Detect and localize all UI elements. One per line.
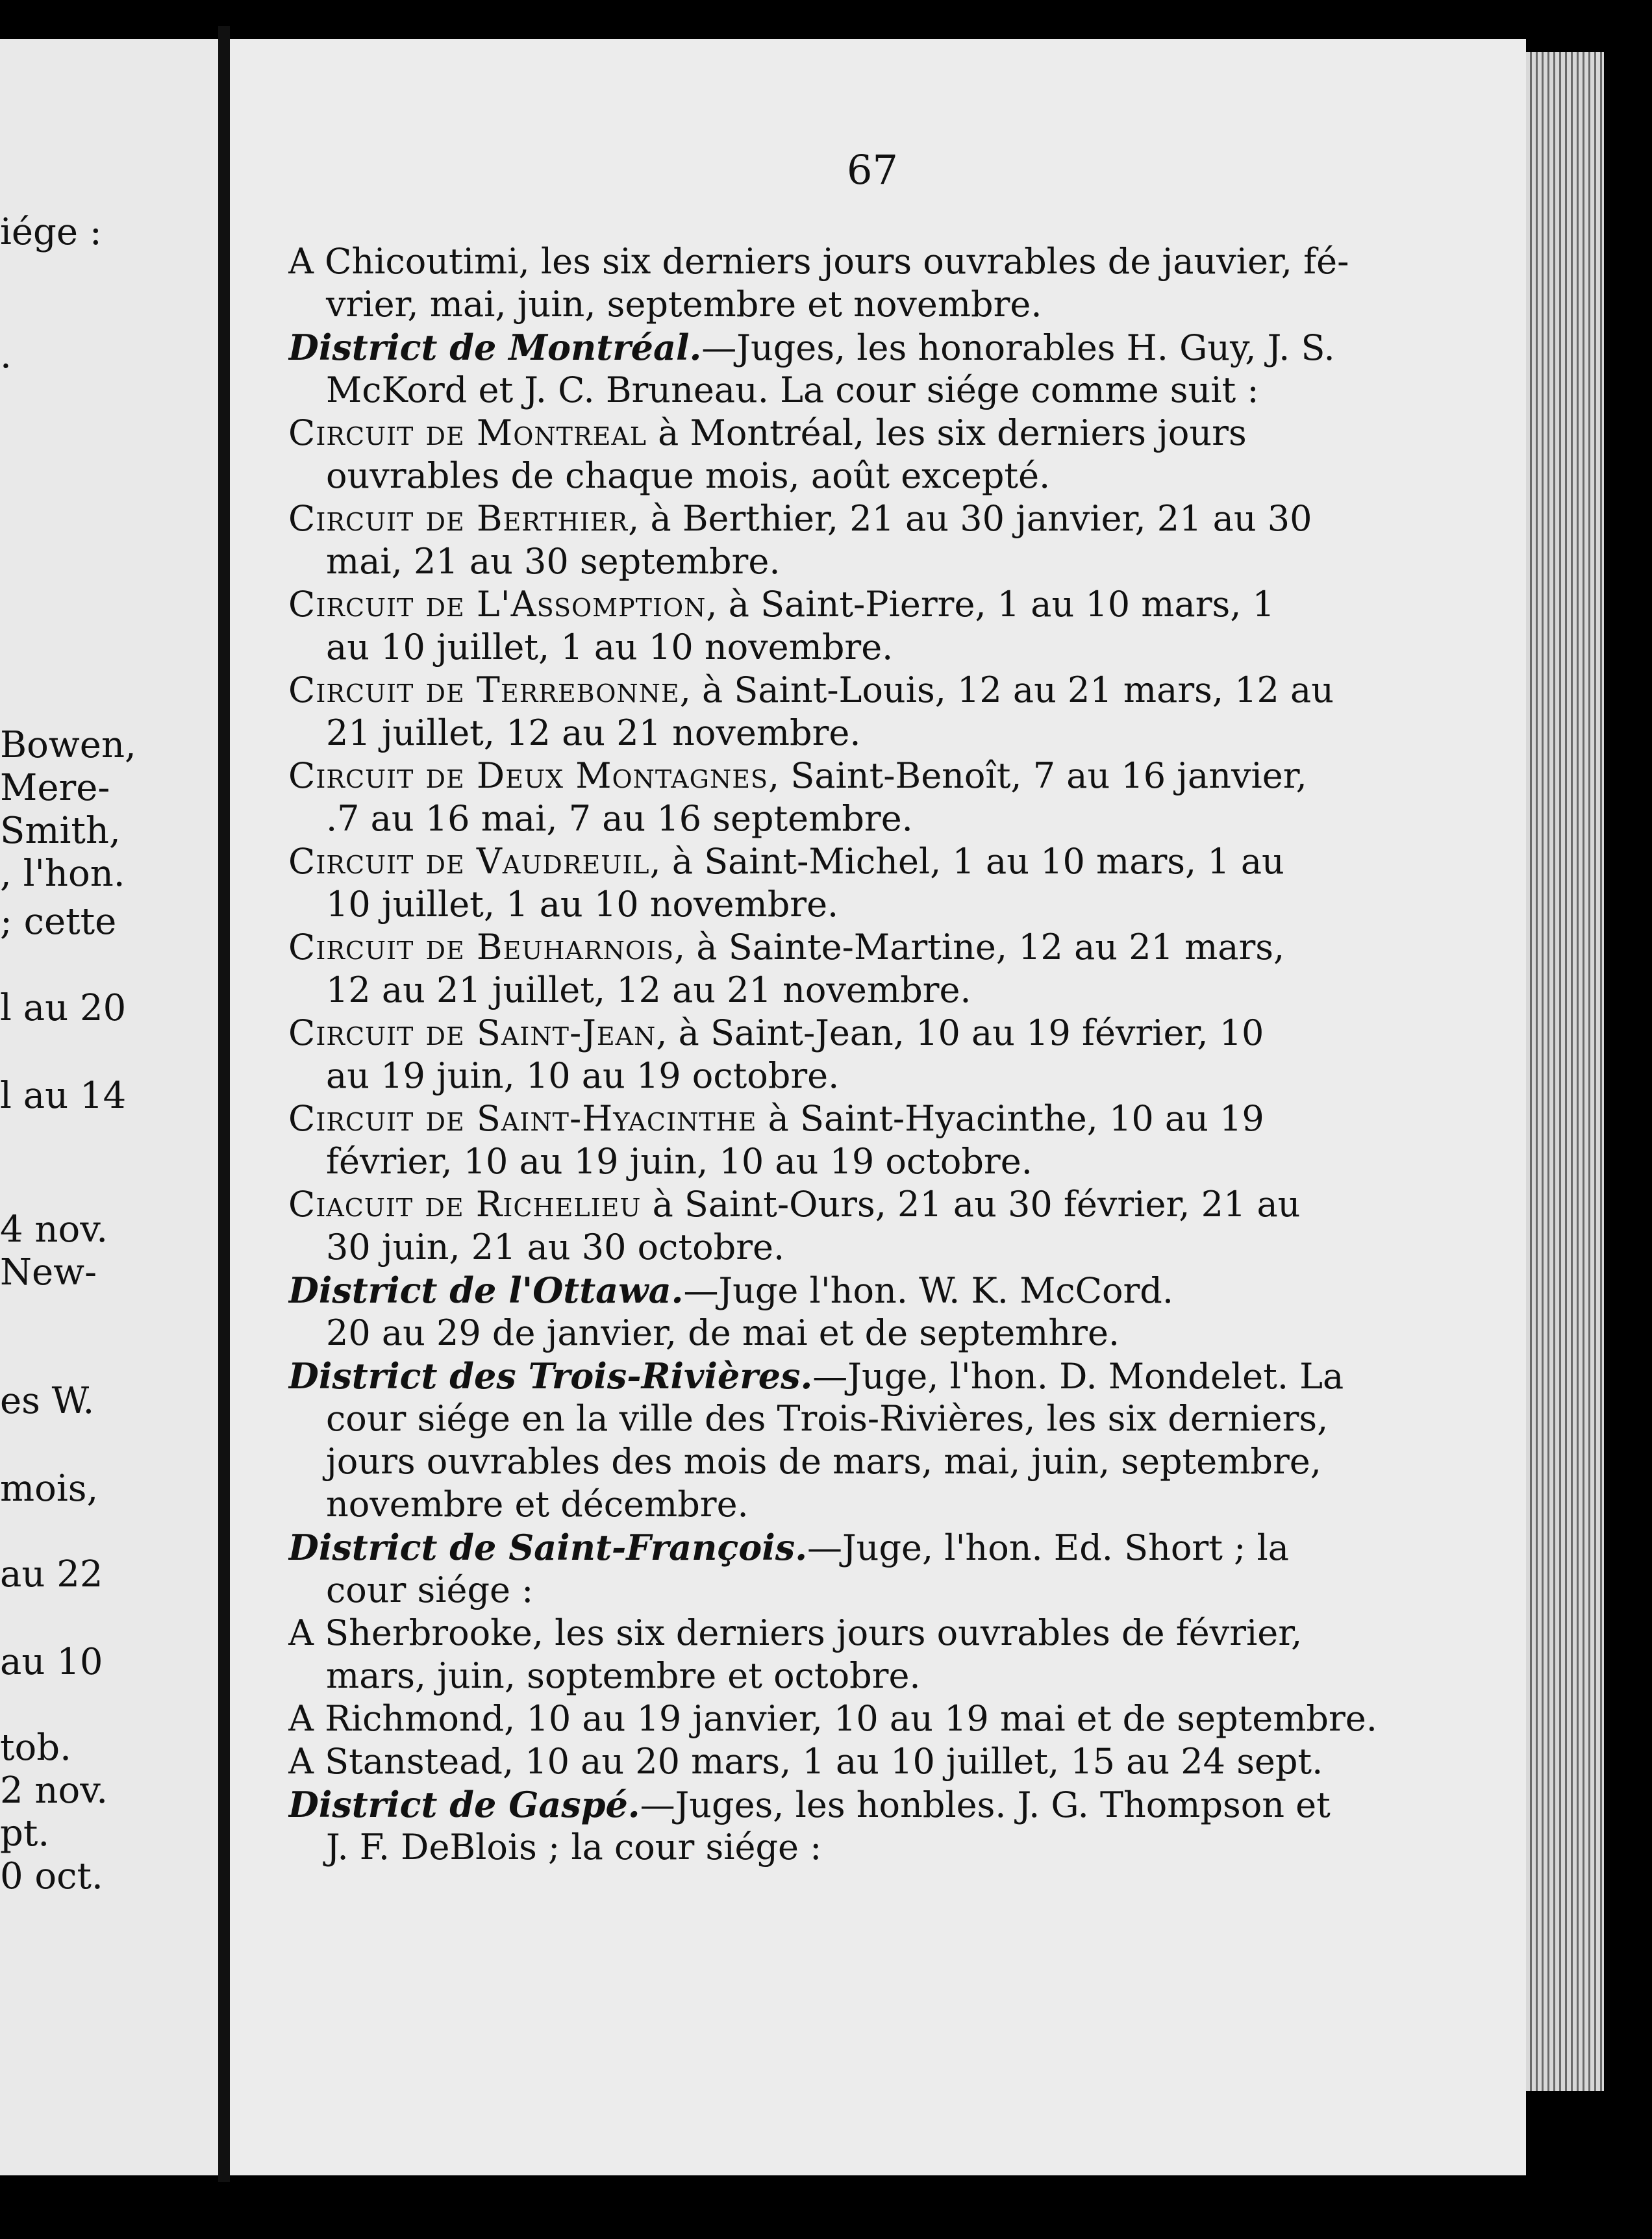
circuit-name: Circuit de Saint-Hyacinthe [288,1098,757,1139]
circuit-name: Circuit de Berthier [288,498,629,539]
text-segment: A Stanstead, 10 au 20 mars, 1 au 10 juillet, 15 au 24 sept. [288,1741,1323,1782]
text-segment: J. F. DeBlois ; la cour siége : [326,1827,822,1868]
text-line [288,1226,1509,1269]
text-line [288,540,1509,583]
facing-page-fragment: tob. [0,1727,71,1769]
text-line [288,926,1509,969]
text-line [288,283,1509,326]
facing-page-fragment: ; cette [0,901,117,943]
text-line [288,497,1509,540]
text-segment: à Saint-Hyacinthe, 10 au 19 [757,1098,1264,1139]
text-segment: —Juges, les honorables H. Guy, J. S. [701,327,1335,368]
text-segment: —Juges, les honbles. J. G. Thompson et [640,1784,1331,1825]
text-line [288,1012,1509,1055]
text-segment: McKord et J. C. Bruneau. La cour siége comme suit : [326,369,1259,410]
page-gutter [218,26,230,2182]
text-segment: , à Berthier, 21 au 30 janvier, 21 au 30 [628,498,1312,539]
facing-page-fragment: Bowen, [0,724,136,766]
text-line [288,1312,1509,1355]
text-line [288,583,1509,626]
circuit-name: Circuit de Beuharnois [288,927,675,968]
text-segment: , à Saint-Michel, 1 au 10 mars, 1 au [649,841,1284,882]
text-line [288,240,1509,283]
district-heading: District de l'Ottawa. [288,1270,684,1311]
text-line [288,1740,1509,1783]
facing-page-fragment: 2 nov. [0,1770,108,1812]
district-heading: District de Montréal. [288,327,702,368]
district-heading: District de Gaspé. [288,1784,640,1825]
text-segment: A Richmond, 10 au 19 janvier, 10 au 19 mai et de septembre. [288,1698,1377,1739]
text-line [288,1097,1509,1140]
text-line [288,1783,1509,1826]
text-segment: au 19 juin, 10 au 19 octobre. [326,1055,840,1096]
text-line [288,1697,1509,1740]
text-line [288,1140,1509,1183]
page-body [288,240,1509,1869]
circuit-name: Circuit de Montreal [288,412,647,453]
facing-page-fragment: 0 oct. [0,1855,103,1897]
text-line [288,1655,1509,1697]
text-segment: , à Saint-Jean, 10 au 19 février, 10 [656,1012,1264,1053]
text-segment: A Sherbrooke, les six derniers jours ouvrables de février, [288,1612,1303,1653]
text-segment: jours ouvrables des mois de mars, mai, juin, septembre, [326,1441,1321,1482]
text-line [288,1526,1509,1569]
district-heading: District de Saint-François. [288,1527,808,1568]
text-line [288,369,1509,412]
text-line [288,755,1509,797]
text-segment: mars, juin, soptembre et octobre. [326,1655,921,1696]
facing-page-fragment: au 22 [0,1553,103,1595]
facing-page-fragment: . [0,334,12,377]
text-line [288,326,1509,369]
text-line [288,626,1509,669]
text-segment: vrier, mai, juin, septembre et novembre. [326,284,1042,325]
text-segment: , Saint-Benoît, 7 au 16 janvier, [768,755,1307,796]
text-segment: —Juge, l'hon. D. Mondelet. La [812,1356,1344,1397]
facing-page-fragment: l au 14 [0,1075,127,1117]
circuit-name: Circuit de Saint-Jean [288,1012,657,1053]
text-segment: 20 au 29 de janvier, de mai et de septemhre. [326,1312,1120,1353]
text-line [288,1483,1509,1526]
text-segment: 12 au 21 juillet, 12 au 21 novembre. [326,969,971,1010]
text-segment: , à Saint-Louis, 12 au 21 mars, 12 au [679,669,1334,710]
text-line [288,969,1509,1012]
text-line [288,1826,1509,1869]
text-segment: au 10 juillet, 1 au 10 novembre. [326,627,894,668]
text-segment: février, 10 au 19 juin, 10 au 19 octobre. [326,1141,1032,1182]
text-line [288,1397,1509,1440]
circuit-name: Circuit de Deux Montagnes [288,755,768,796]
book-page [230,39,1526,2175]
text-segment: ouvrables de chaque mois, août excepté. [326,455,1051,496]
text-segment: —Juge l'hon. W. K. McCord. [683,1270,1174,1311]
district-heading: District des Trois-Rivières. [288,1355,813,1397]
text-segment: à Montréal, les six derniers jours [647,412,1247,453]
page-edges [1526,52,1604,2091]
text-line [288,797,1509,840]
facing-page-fragment: mois, [0,1468,99,1510]
text-segment: cour siége : [326,1570,534,1610]
page-number: 67 [847,146,898,194]
facing-page-fragment: au 10 [0,1641,103,1683]
text-segment: .7 au 16 mai, 7 au 16 septembre. [326,798,913,839]
circuit-name: Circuit de L'Assomption [288,584,707,625]
text-segment: mai, 21 au 30 septembre. [326,541,781,582]
facing-page-fragment: pt. [0,1812,50,1855]
text-line [288,1055,1509,1097]
text-line [288,840,1509,883]
facing-page-fragment: New- [0,1251,97,1294]
text-segment: —Juge, l'hon. Ed. Short ; la [807,1527,1289,1568]
facing-page-fragment: es W. [0,1380,95,1422]
text-line [288,455,1509,497]
text-line [288,1612,1509,1655]
circuit-name: Circuit de Terrebonne [288,669,680,710]
text-line [288,1355,1509,1397]
text-line [288,1440,1509,1483]
text-line [288,1569,1509,1612]
circuit-name: Circuit de Vaudreuil [288,841,650,882]
text-segment: 21 juillet, 12 au 21 novembre. [326,712,861,753]
text-line [288,712,1509,755]
text-line [288,412,1509,455]
facing-page [0,39,221,2175]
text-line [288,883,1509,926]
facing-page-fragment: 4 nov. [0,1208,108,1251]
text-segment: 30 juin, 21 au 30 octobre. [326,1227,785,1268]
text-segment: A Chicoutimi, les six derniers jours ouvrables de jauvier, fé- [288,241,1349,282]
facing-page-fragment: iége : [0,211,102,253]
text-segment: novembre et décembre. [326,1484,749,1525]
facing-page-fragment: l au 20 [0,987,127,1029]
text-segment: 10 juillet, 1 au 10 novembre. [326,884,839,925]
text-segment: , à Saint-Pierre, 1 au 10 mars, 1 [706,584,1275,625]
facing-page-fragment: Mere- [0,767,110,809]
circuit-name: Ciacuit de Richelieu [288,1184,642,1225]
text-segment: à Saint-Ours, 21 au 30 février, 21 au [641,1184,1301,1225]
text-line [288,669,1509,712]
text-segment: cour siége en la ville des Trois-Rivières, les six derniers, [326,1398,1329,1439]
facing-page-fragment: Smith, [0,810,121,852]
text-segment: , à Sainte-Martine, 12 au 21 mars, [674,927,1285,968]
text-line [288,1269,1509,1312]
text-line [288,1183,1509,1226]
facing-page-fragment: , l'hon. [0,853,125,895]
